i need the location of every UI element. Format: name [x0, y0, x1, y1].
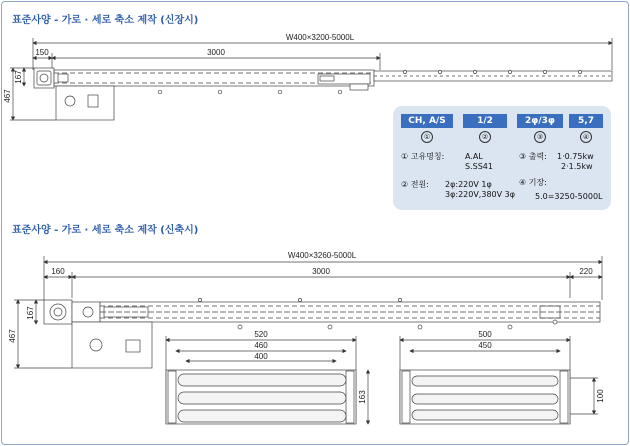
spec-header-phase: 2φ/3φ [517, 114, 563, 128]
spec-item2-label: ② 전원: [401, 180, 429, 189]
s1-overall-dim: W400×3200-5000L [285, 33, 355, 42]
s2-right-dim: 220 [579, 267, 593, 276]
section1-title: 표준사양 - 가로 · 세로 축소 제작 (신장시) [12, 15, 199, 26]
s2-overall-dim: W400×3260-5000L [287, 251, 357, 260]
spec-item2-value-a: 2φ:220V 1φ [445, 180, 492, 189]
spec-num-3: ③ [534, 131, 546, 143]
s2-main-dim: 3000 [312, 267, 330, 276]
spec-table [393, 106, 611, 210]
s2-height-total: 467 [8, 329, 17, 343]
left-view-w1: 520 [254, 330, 268, 339]
s2-height-upper: 167 [26, 306, 35, 320]
s1-height-total: 467 [3, 89, 12, 103]
spec-header-length: 5,7 [569, 114, 603, 128]
right-view-w2: 450 [478, 341, 492, 350]
spec-item2-value-b: 3φ:220V,380V 3φ [445, 190, 515, 199]
spec-num-1: ① [421, 131, 433, 143]
left-view-h: 163 [358, 390, 367, 404]
left-view-w2: 460 [254, 341, 268, 350]
right-view-w1: 500 [478, 330, 492, 339]
s1-height-upper: 167 [14, 70, 23, 84]
spec-header-material: 1/2 [463, 114, 507, 128]
left-view-w3: 400 [254, 352, 268, 361]
spec-item4-value: 5.0=3250-5000L [535, 192, 603, 201]
spec-item3-value-b: 2·1.5kw [561, 162, 593, 171]
spec-item3-label: ③ 출력: [519, 152, 547, 161]
spec-item1-label: ① 고유명칭: [401, 152, 445, 161]
section2-title: 표준사양 - 가로 · 세로 축소 제작 (신축시) [12, 225, 199, 236]
spec-num-2: ② [479, 131, 491, 143]
spec-item4-label: ④ 기장: [519, 178, 547, 187]
s2-left-dim: 160 [51, 267, 65, 276]
spec-item1-value-a: A.AL [465, 152, 483, 161]
spec-num-4: ④ [580, 131, 592, 143]
s1-left-dim: 150 [35, 48, 49, 57]
s1-main-dim: 3000 [207, 48, 225, 57]
spec-header-model: CH, A/S [401, 114, 453, 128]
spec-item3-value-a: 1·0.75kw [557, 152, 594, 161]
right-view-h: 100 [596, 389, 605, 403]
spec-item1-value-b: S.SS41 [465, 162, 493, 171]
conveyor-drawing-2 [14, 256, 602, 424]
